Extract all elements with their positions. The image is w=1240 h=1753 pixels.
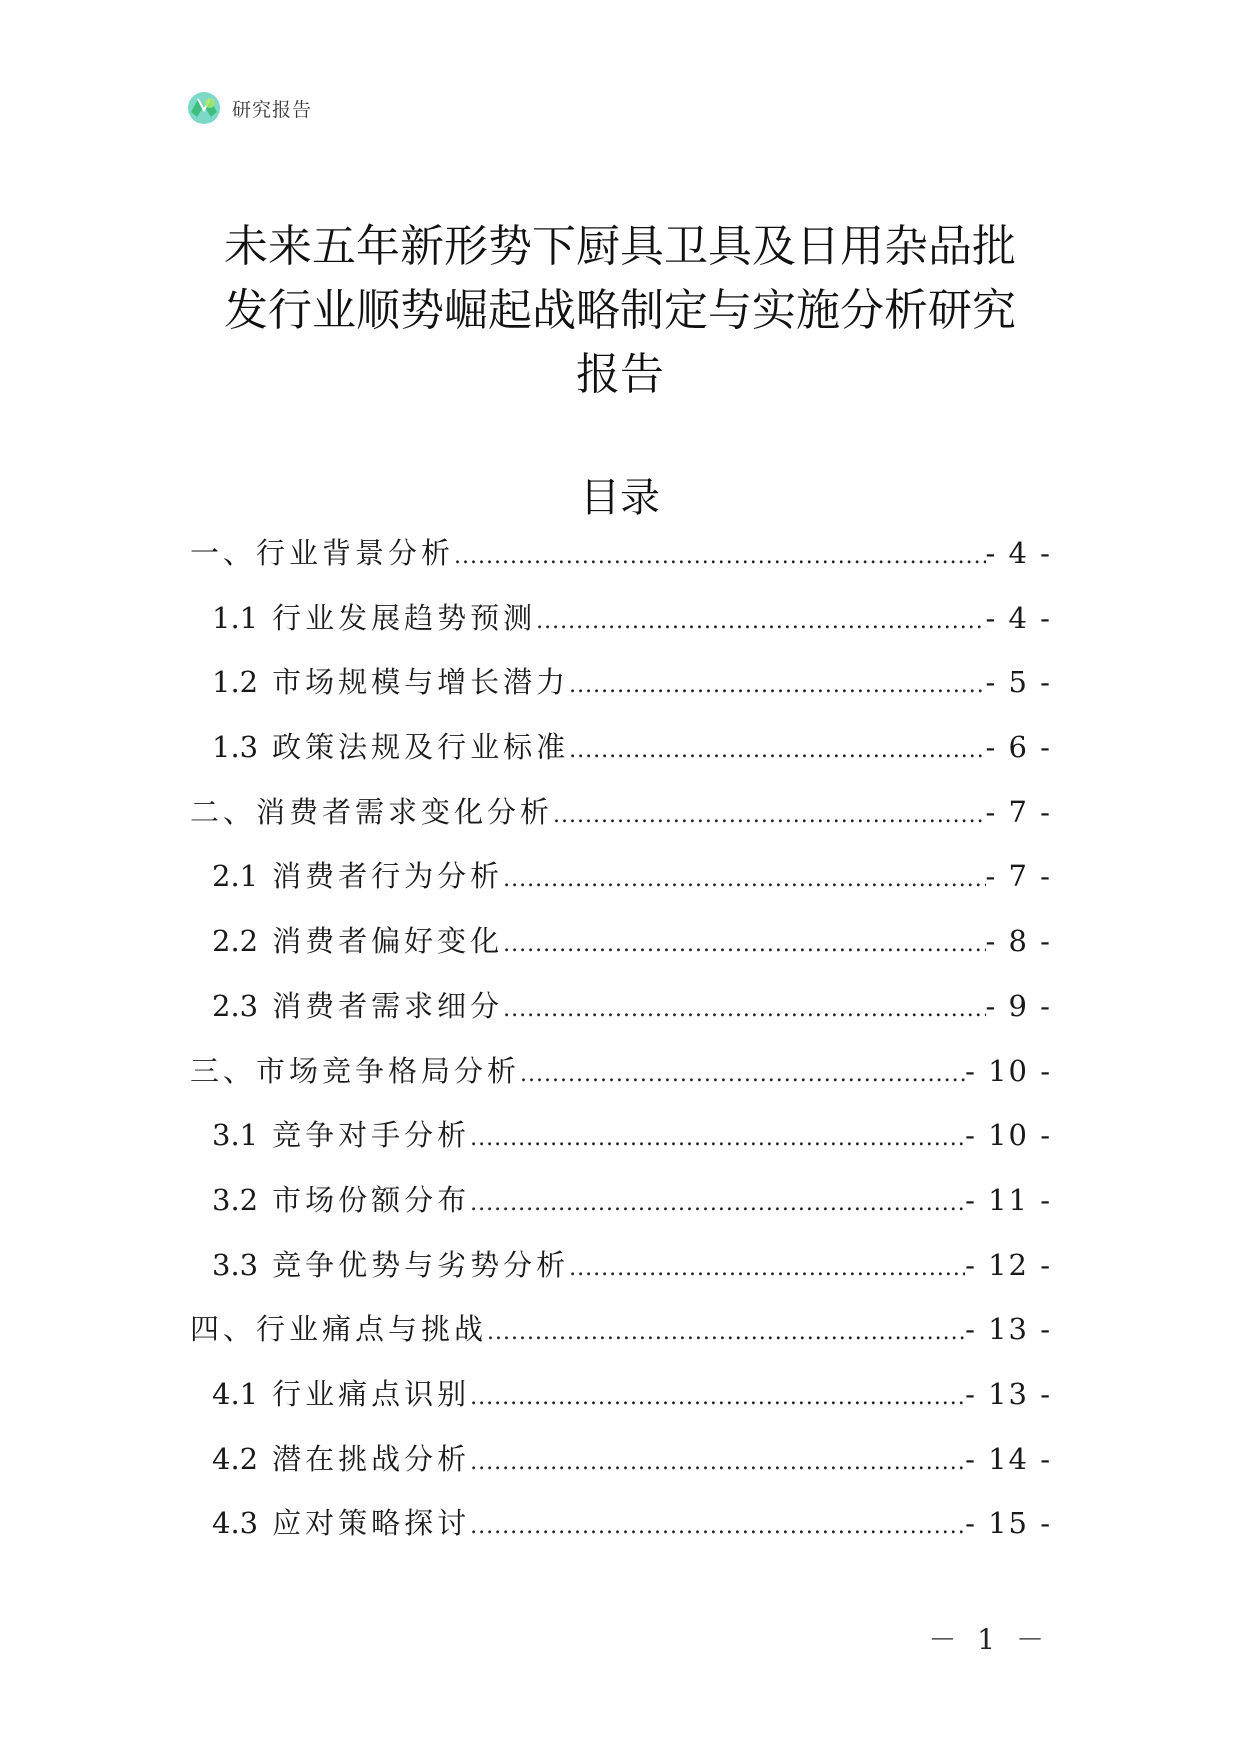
toc-entry-page: - 13 -: [965, 1376, 1052, 1411]
toc-dot-leader: [470, 1378, 965, 1418]
toc-entry-title: 市场份额分布: [272, 1182, 471, 1217]
toc-entry-page: - 4 -: [985, 600, 1052, 635]
toc-entry-title: 应对策略探讨: [272, 1506, 471, 1541]
document-header: [186, 88, 312, 128]
toc-dot-leader: [520, 1055, 965, 1095]
toc-entry-number: 4.1: [212, 1376, 259, 1411]
toc-entry-title: 行业痛点识别: [272, 1376, 471, 1411]
toc-dot-leader: [454, 537, 985, 577]
toc-dot-leader: [487, 1313, 965, 1353]
toc-entry-page: - 6 -: [985, 730, 1052, 765]
toc-entry-number: 3.1: [212, 1118, 259, 1153]
toc-entry-number: 2.3: [212, 988, 259, 1023]
toc-subsection-entry[interactable]: [190, 1439, 1052, 1504]
toc-dot-leader: [470, 1443, 965, 1483]
toc-section-entry[interactable]: [190, 1309, 1052, 1374]
toc-dot-leader: [569, 731, 985, 771]
toc-section-entry[interactable]: [190, 792, 1052, 857]
toc-entry-title: 消费者需求细分: [272, 988, 504, 1023]
toc-section-entry[interactable]: [190, 1051, 1052, 1116]
toc-subsection-entry[interactable]: [190, 1503, 1052, 1568]
toc-entry-page: - 4 -: [985, 536, 1052, 570]
title-line: 报告: [576, 349, 664, 400]
toc-entry-title: 竞争优势与劣势分析: [272, 1247, 570, 1282]
toc-entry-title: 市场规模与增长潜力: [272, 665, 570, 700]
toc-entry-number: 2.1: [212, 859, 259, 894]
toc-entry-title: 行业发展趋势预测: [272, 600, 537, 635]
toc-dot-leader: [569, 1249, 965, 1289]
toc-subsection-entry[interactable]: [190, 986, 1052, 1051]
logo-icon: [186, 90, 222, 126]
toc-subsection-entry[interactable]: [190, 1115, 1052, 1180]
toc-entry-page: - 11 -: [965, 1182, 1052, 1217]
toc-entry-title: 一、行业背景分析: [190, 536, 455, 570]
toc-entry-page: - 13 -: [965, 1312, 1052, 1347]
toc-entry-title: 潜在挑战分析: [272, 1441, 471, 1476]
toc-heading: 目录: [580, 475, 660, 521]
toc-entry-number: 4.3: [212, 1506, 259, 1541]
toc-entry-page: - 9 -: [985, 988, 1052, 1023]
toc-entry-title: 消费者行为分析: [272, 859, 504, 894]
title-line: 未来五年新形势下厨具卫具及日用杂品批: [224, 221, 1016, 272]
toc-entry-page: - 12 -: [965, 1247, 1052, 1282]
toc-dot-leader: [503, 990, 985, 1030]
document-title: [180, 215, 1060, 407]
toc-subsection-entry[interactable]: [190, 727, 1052, 792]
toc-subsection-entry[interactable]: [190, 1245, 1052, 1310]
toc-dot-leader: [470, 1507, 965, 1547]
toc-subsection-entry[interactable]: [190, 856, 1052, 921]
toc-dot-leader: [503, 925, 985, 965]
toc-subsection-entry[interactable]: [190, 921, 1052, 986]
toc-subsection-entry[interactable]: [190, 1180, 1052, 1245]
toc-entry-page: - 5 -: [985, 665, 1052, 700]
toc-entry-title: 四、行业痛点与挑战: [190, 1312, 488, 1347]
page-number: － 1 －: [928, 1623, 1050, 1656]
table-of-contents: [190, 533, 1052, 1568]
toc-entry-page: - 8 -: [985, 924, 1052, 959]
toc-entry-page: - 7 -: [985, 859, 1052, 894]
toc-entry-number: 1.3: [212, 730, 259, 765]
toc-entry-page: - 10 -: [965, 1118, 1052, 1153]
toc-entry-title: 三、市场竞争格局分析: [190, 1053, 521, 1088]
toc-dot-leader: [569, 666, 985, 706]
toc-entry-number: 2.2: [212, 924, 259, 959]
toc-dot-leader: [553, 796, 985, 836]
header-label: 研究报告: [232, 98, 313, 121]
toc-entry-page: - 10 -: [965, 1053, 1052, 1088]
toc-entry-title: 竞争对手分析: [272, 1118, 471, 1153]
toc-subsection-entry[interactable]: [190, 598, 1052, 663]
toc-entry-number: 3.3: [212, 1247, 259, 1282]
title-line: 发行业顺势崛起战略制定与实施分析研究: [224, 285, 1016, 336]
toc-entry-number: 1.1: [212, 600, 259, 635]
toc-entry-title: 政策法规及行业标准: [272, 730, 570, 765]
toc-entry-number: 3.2: [212, 1182, 259, 1217]
toc-subsection-entry[interactable]: [190, 662, 1052, 727]
toc-entry-number: 4.2: [212, 1441, 259, 1476]
toc-dot-leader: [470, 1184, 965, 1224]
toc-entry-number: 1.2: [212, 665, 259, 700]
toc-entry-page: - 14 -: [965, 1441, 1052, 1476]
toc-section-entry[interactable]: [190, 533, 1052, 598]
toc-dot-leader: [503, 860, 985, 900]
toc-entry-page: - 15 -: [965, 1506, 1052, 1541]
toc-subsection-entry[interactable]: [190, 1374, 1052, 1439]
toc-entry-page: - 7 -: [985, 794, 1052, 829]
toc-dot-leader: [470, 1119, 965, 1159]
toc-entry-title: 二、消费者需求变化分析: [190, 794, 554, 829]
toc-entry-title: 消费者偏好变化: [272, 924, 504, 959]
toc-dot-leader: [536, 602, 985, 642]
